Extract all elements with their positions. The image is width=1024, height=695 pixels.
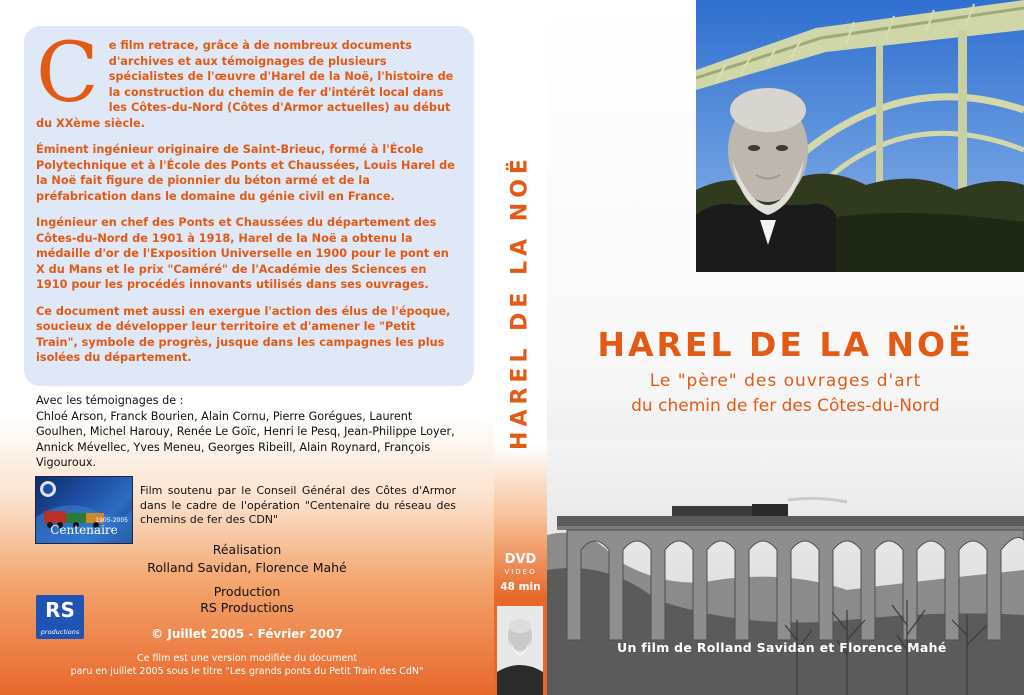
synopsis-paragraph-1 xyxy=(36,26,460,131)
front-subtitle-line-1: Le "père" des ouvrages d'art xyxy=(649,371,922,391)
production-name: RS Productions xyxy=(200,600,294,615)
footnote-line-2: paru en juillet 2005 sous le titre "Les grands ponts du Petit Train des CdN" xyxy=(70,665,424,677)
support-text: Film soutenu par le Conseil Général des Côtes d'Armor dans le cadre de l'opération "Centenaire du réseau des chemins de fer des CDN" xyxy=(140,484,456,526)
witnesses-label: Avec les témoignages de : xyxy=(36,394,184,407)
realisation-names: Rolland Savidan, Florence Mahé xyxy=(147,560,347,575)
front-credit: Un film de Rolland Savidan et Florence Mahé xyxy=(617,640,947,655)
witnesses-block xyxy=(36,393,462,471)
front-cover xyxy=(547,0,1024,695)
witnesses-list: Chloé Arson, Franck Bourien, Alain Cornu, Pierre Gorégues, Laurent Goulhen, Michel Harouy, Renée Le Goïc, Henri le Pesq, Jean-Philippe Loyer, Annick Mévellec, Yves Meneu, Georges Ribeill, Alain Roynard, François Vigouroux. xyxy=(36,409,455,469)
copyright: © Juillet 2005 - Février 2007 xyxy=(151,627,343,641)
rs-logo-subtext: productions xyxy=(40,628,80,636)
synopsis-paragraph-1-text: e film retrace, grâce à de nombreux documents d'archives et aux témoignages de plusieurs spécialistes de l'œuvre d'Harel de la Noë, l'histoire de la construction du chemin de fer d'intérêt local dans les Côtes-du-Nord (Côtes d'Armor actuelles) au début du XXème siècle. xyxy=(36,39,454,130)
dvd-video-label: VIDEO xyxy=(504,568,537,576)
centenaire-logo-text: Centenaire xyxy=(50,523,118,537)
synopsis-box xyxy=(24,26,474,386)
drop-cap: C xyxy=(36,26,99,121)
portrait-bridge-graphic xyxy=(696,0,1024,272)
centenaire-years: 1905-2005 xyxy=(95,517,128,524)
synopsis-paragraph-4: Ce document met aussi en exergue l'action des élus de l'époque, soucieux de développer leur territoire et d'amener le "Petit Train", symbole de progrès, jusque dans les campagnes les plus isolées du département. xyxy=(36,304,451,364)
dvd-logo: DVD xyxy=(504,552,537,567)
rs-logo-text: RS xyxy=(45,598,75,622)
spine-title: HAREL DE LA NOË xyxy=(507,154,533,450)
spine-portrait xyxy=(497,606,543,695)
realisation-block xyxy=(0,542,494,575)
portrait-bridge-photo xyxy=(696,0,1024,272)
realisation-label: Réalisation xyxy=(212,542,282,557)
synopsis-paragraph-3: Ingénieur en chef des Ponts et Chaussées du département des Côtes-du-Nord de 1901 à 1918, Harel de la Noë a obtenu la médaille d'or de l'Exposition Universelle en 1900 pour le pont en X du Mans et le prix "Caméré" de l'Académie des Sciences en 1910 pour les procédés innovants utilisés dans ses ouvrages. xyxy=(36,216,449,291)
duration: 48 min xyxy=(500,581,541,593)
spine xyxy=(494,0,547,695)
spine-portrait-graphic xyxy=(497,606,543,695)
footnote-line-1: Ce film est une version modifiée du document xyxy=(136,653,358,664)
viaduct-graphic xyxy=(547,440,1024,695)
centenaire-logo xyxy=(35,476,133,544)
viaduct-photo xyxy=(547,440,1024,695)
footnote xyxy=(0,653,494,678)
production-label: Production xyxy=(213,584,281,599)
front-subtitle-line-2: du chemin de fer des Côtes-du-Nord xyxy=(631,396,940,416)
front-title: HAREL DE LA NOË xyxy=(597,325,974,364)
synopsis-paragraph-2: Éminent ingénieur originaire de Saint-Brieuc, formé à l'École Polytechnique et à l'École des Ponts et Chaussées, Louis Harel de la Noë fait figure de pionnier du béton armé et de la préfabrication dans le domaine du génie civil en France. xyxy=(36,143,455,203)
back-cover xyxy=(0,0,494,695)
